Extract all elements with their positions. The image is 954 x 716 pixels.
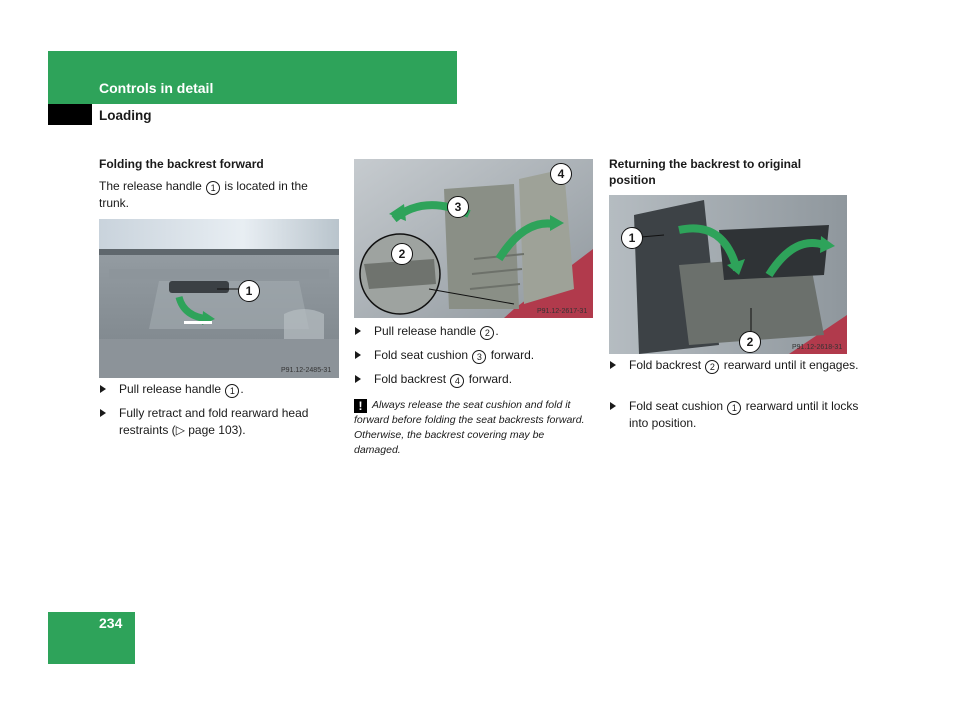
step-text-end: forward. <box>465 372 513 386</box>
backrest-return-photo <box>609 195 847 354</box>
col1-intro-text-end: is located in the trunk. <box>99 179 308 210</box>
step-text: Pull release handle <box>374 324 480 338</box>
callout-4: 4 <box>550 163 572 185</box>
col1-step-1 <box>99 381 344 398</box>
image-code: P91.12-2485-31 <box>281 367 332 374</box>
step-text-end: . <box>495 324 499 338</box>
col1-step-2 <box>99 405 344 439</box>
callout-1: 1 <box>621 227 643 249</box>
warning-icon: ! <box>354 399 367 413</box>
step-text-end: forward. <box>487 348 535 362</box>
header-band <box>48 51 457 104</box>
callout-ref: 4 <box>450 374 464 388</box>
col1-intro <box>99 178 339 212</box>
page-number: 234 <box>99 615 123 631</box>
col2-step-3 <box>354 371 609 388</box>
seat-fold-forward-photo <box>354 159 593 318</box>
col3-step-1 <box>609 357 864 374</box>
warning-note <box>354 398 592 458</box>
step-text-end: . <box>240 382 244 396</box>
step-text: Fold seat cushion <box>374 348 472 362</box>
callout-ref: 2 <box>480 326 494 340</box>
col3-title: Returning the backrest to original position <box>609 157 802 187</box>
image-code: P91.12-2617-31 <box>537 308 588 315</box>
callout-ref: 3 <box>472 350 486 364</box>
col1-intro-text: The release handle <box>99 179 206 193</box>
section-title: Loading <box>99 108 152 123</box>
trunk-release-handle-photo <box>99 219 339 378</box>
step-text: Fold seat cushion <box>629 399 727 413</box>
section-marker <box>48 104 92 125</box>
callout-1: 1 <box>238 280 260 302</box>
step-text-end: rearward until it engages. <box>720 358 859 372</box>
warning-text: Always release the seat cushion and fold it forward before folding the seat backrests forward. Otherwise, the backrest covering may be damaged. <box>354 399 585 456</box>
col2-step-2 <box>354 347 609 364</box>
step-text: Fully retract and fold rearward head restraints ( <box>119 406 309 437</box>
callout-ref: 1 <box>727 401 741 415</box>
step-text-end: rearward until it locks into position. <box>629 399 859 430</box>
page-ref-arrow-icon: ▷ <box>175 423 185 437</box>
step-text: Fold backrest <box>629 358 705 372</box>
callout-ref: 2 <box>705 360 719 374</box>
callout-ref: 1 <box>206 181 220 195</box>
callout-2: 2 <box>391 243 413 265</box>
col1-title: Folding the backrest forward <box>99 157 264 171</box>
step-text-end: page 103). <box>184 423 246 437</box>
callout-ref: 1 <box>225 384 239 398</box>
callout-3: 3 <box>447 196 469 218</box>
image-code: P91.12-2618-31 <box>792 344 843 351</box>
chapter-title: Controls in detail <box>99 80 214 96</box>
step-text: Pull release handle <box>119 382 225 396</box>
callout-2: 2 <box>739 331 761 353</box>
col3-step-2 <box>609 398 864 432</box>
step-text: Fold backrest <box>374 372 450 386</box>
col2-step-1 <box>354 323 609 340</box>
